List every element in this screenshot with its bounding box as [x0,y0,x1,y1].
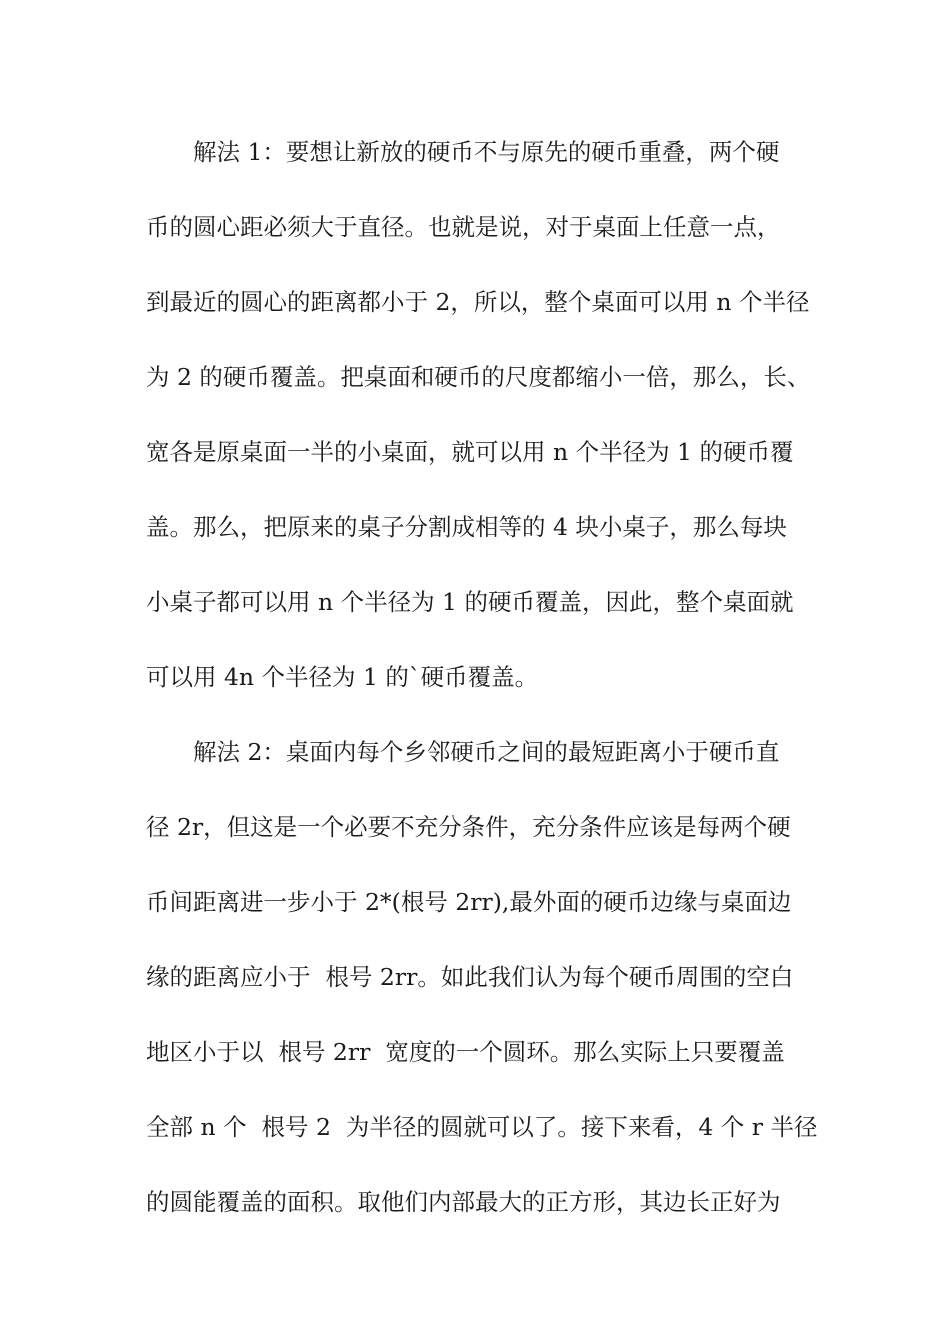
text-line-5: 宽各是原桌面一半的小桌面，就可以用 n 个半径为 1 的硬币覆 [146,438,794,466]
text-line-11: 币间距离进一步小于 2*(根号 2rr),最外面的硬币边缘与桌面边 [146,888,792,916]
text-line-12: 缘的距离应小于 根号 2rr。如此我们认为每个硬币周围的空白 [146,963,794,991]
text-line-7: 小桌子都可以用 n 个半径为 1 的硬币覆盖，因此，整个桌面就 [146,588,794,616]
text-line-1: 解法 1：要想让新放的硬币不与原先的硬币重叠，两个硬 [193,138,780,166]
text-line-6: 盖。那么，把原来的桌子分割成相等的 4 块小桌子，那么每块 [146,513,787,541]
text-line-2: 币的圆心距必须大于直径。也就是说，对于桌面上任意一点， [146,213,781,241]
text-line-15: 的圆能覆盖的面积。取他们内部最大的正方形，其边长正好为 [146,1188,781,1216]
text-line-8: 可以用 4n 个半径为 1 的`硬币覆盖。 [146,663,539,691]
text-line-14: 全部 n 个 根号 2 为半径的圆就可以了。接下来看，4 个 r 半径 [146,1113,818,1141]
text-line-13: 地区小于以 根号 2rr 宽度的一个圆环。那么实际上只要覆盖 [146,1038,785,1066]
text-line-10: 径 2r，但这是一个必要不充分条件，充分条件应该是每两个硬 [146,813,791,841]
text-line-9: 解法 2：桌面内每个乡邻硬币之间的最短距离小于硬币直 [193,738,780,766]
text-line-3: 到最近的圆心的距离都小于 2，所以，整个桌面可以用 n 个半径 [146,288,810,316]
text-line-4: 为 2 的硬币覆盖。把桌面和硬币的尺度都缩小一倍，那么，长、 [146,363,811,391]
